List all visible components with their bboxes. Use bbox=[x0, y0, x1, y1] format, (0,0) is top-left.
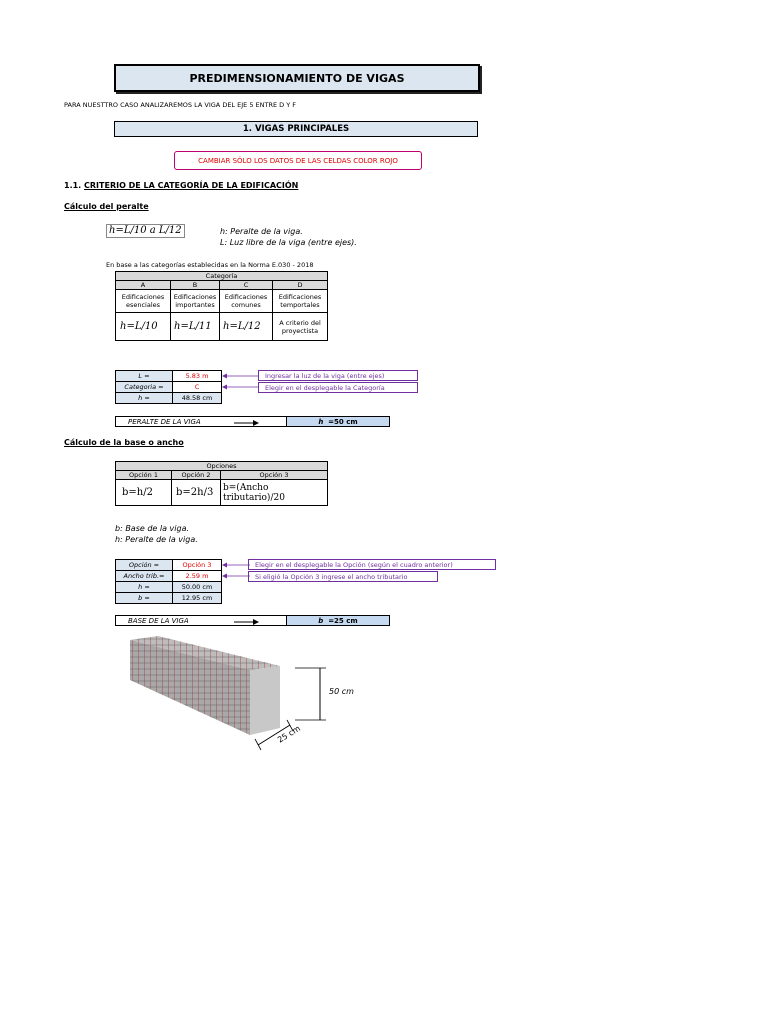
category-letter: C bbox=[220, 281, 273, 290]
result-base bbox=[115, 615, 390, 626]
result-base-value bbox=[287, 615, 390, 626]
option-formula: b=2h/3 bbox=[172, 480, 221, 506]
definition-h: h: Peralte de la viga. bbox=[220, 227, 303, 236]
input-luz[interactable]: 5.83 m bbox=[173, 371, 222, 382]
input-ancho-tributario[interactable]: 2.59 m bbox=[173, 571, 222, 582]
output-label-b: b = bbox=[116, 593, 173, 604]
input-opcion[interactable]: Opción 3 bbox=[173, 560, 222, 571]
category-formula: h=L/11 bbox=[171, 313, 220, 341]
definition-h: h: Peralte de la viga. bbox=[115, 535, 198, 544]
hint-ancho: Si eligió la Opción 3 ingrese el ancho tributario bbox=[248, 571, 438, 582]
hint-opcion: Elegir en el desplegable la Opción (según el cuadro anterior) bbox=[248, 559, 496, 570]
option-label: Opción 2 bbox=[172, 471, 221, 480]
category-formula: h=L/12 bbox=[220, 313, 273, 341]
hint-luz: Ingresar la luz de la viga (entre ejes) bbox=[258, 370, 418, 381]
input-label-l: L = bbox=[116, 371, 173, 382]
dimension-lines bbox=[250, 665, 330, 765]
peralte-heading: Cálculo del peralte bbox=[64, 202, 149, 211]
width-tick-left bbox=[255, 739, 261, 750]
hint-categoria: Elegir en el desplegable la Categoría bbox=[258, 382, 418, 393]
category-description: Edificaciones temportales bbox=[273, 290, 328, 313]
category-table bbox=[115, 271, 328, 341]
category-formula: h=L/10 bbox=[116, 313, 171, 341]
criteria-title: CRITERIO DE LA CATEGORÍA DE LA EDIFICACIÓN bbox=[84, 181, 299, 190]
output-b: 12.95 cm bbox=[173, 593, 222, 604]
result-base-var: b bbox=[318, 616, 324, 625]
norma-text: En base a las categorías establecidas en la Norma E.030 - 2018 bbox=[106, 261, 314, 269]
output-h: 50.00 cm bbox=[173, 582, 222, 593]
definition-l: L: Luz libre de la viga (entre ejes). bbox=[220, 238, 357, 247]
option-label: Opción 3 bbox=[221, 471, 328, 480]
definition-b: b: Base de la viga. bbox=[115, 524, 190, 533]
category-formula: A criterio del proyectista bbox=[273, 313, 328, 341]
arrow-right-icon bbox=[234, 419, 260, 427]
option-formula: b=h/2 bbox=[116, 480, 172, 506]
result-base-text: BASE DE LA VIGA bbox=[128, 616, 189, 625]
peralte-definitions bbox=[220, 226, 357, 248]
result-peralte-text: PERALTE DE LA VIGA bbox=[128, 417, 201, 426]
result-peralte bbox=[115, 416, 390, 427]
page-title: PREDIMENSIONAMIENTO DE VIGAS bbox=[114, 64, 480, 92]
category-header: Categoría bbox=[116, 272, 328, 281]
width-dimension-label: 25 cm bbox=[276, 723, 302, 745]
arrow-head-icon bbox=[222, 574, 227, 579]
input-label-categoria: Categoria = bbox=[116, 382, 173, 393]
output-h: 48.58 cm bbox=[173, 393, 222, 404]
category-description: Edificaciones comunes bbox=[220, 290, 273, 313]
options-header: Opciones bbox=[116, 462, 328, 471]
category-description: Edificaciones importantes bbox=[171, 290, 220, 313]
criteria-heading bbox=[64, 181, 298, 190]
input-categoria[interactable]: C bbox=[173, 382, 222, 393]
peralte-inputs bbox=[115, 370, 222, 404]
category-description: Edificaciones esenciales bbox=[116, 290, 171, 313]
result-base-label bbox=[115, 615, 287, 626]
input-label-ancho: Ancho trib.= bbox=[116, 571, 173, 582]
arrow-head-icon bbox=[222, 563, 227, 568]
note-box: CAMBIAR SÓLO LOS DATOS DE LAS CELDAS COLOR ROJO bbox=[174, 151, 422, 170]
criteria-number: 1.1. bbox=[64, 181, 82, 190]
section-title: 1. VIGAS PRINCIPALES bbox=[114, 121, 478, 137]
output-label-h: h = bbox=[116, 393, 173, 404]
option-label: Opción 1 bbox=[116, 471, 172, 480]
result-peralte-value bbox=[287, 416, 390, 427]
result-peralte-number: =50 cm bbox=[328, 417, 358, 426]
height-dimension-label: 50 cm bbox=[329, 687, 354, 696]
result-peralte-var: h bbox=[318, 417, 324, 426]
intro-text: PARA NUESTTRO CASO ANALIZAREMOS LA VIGA DEL EJE 5 ENTRE D Y F bbox=[64, 101, 296, 109]
category-letter: D bbox=[273, 281, 328, 290]
category-letter: B bbox=[171, 281, 220, 290]
base-heading: Cálculo de la base o ancho bbox=[64, 438, 184, 447]
result-peralte-label bbox=[115, 416, 287, 427]
hint-arrows-peralte bbox=[220, 370, 260, 394]
arrow-head-icon bbox=[222, 385, 227, 390]
output-label-h: h = bbox=[116, 582, 173, 593]
option-formula: b=(Ancho tributario)/20 bbox=[221, 480, 328, 506]
arrow-head-icon bbox=[222, 374, 227, 379]
arrow-right-icon bbox=[234, 618, 260, 626]
base-inputs bbox=[115, 559, 222, 604]
category-letter: A bbox=[116, 281, 171, 290]
input-label-opcion: Opción = bbox=[116, 560, 173, 571]
base-definitions bbox=[115, 523, 198, 545]
options-table bbox=[115, 461, 328, 506]
peralte-formula: h=L/10 a L/12 bbox=[106, 224, 185, 238]
result-base-number: =25 cm bbox=[328, 616, 358, 625]
